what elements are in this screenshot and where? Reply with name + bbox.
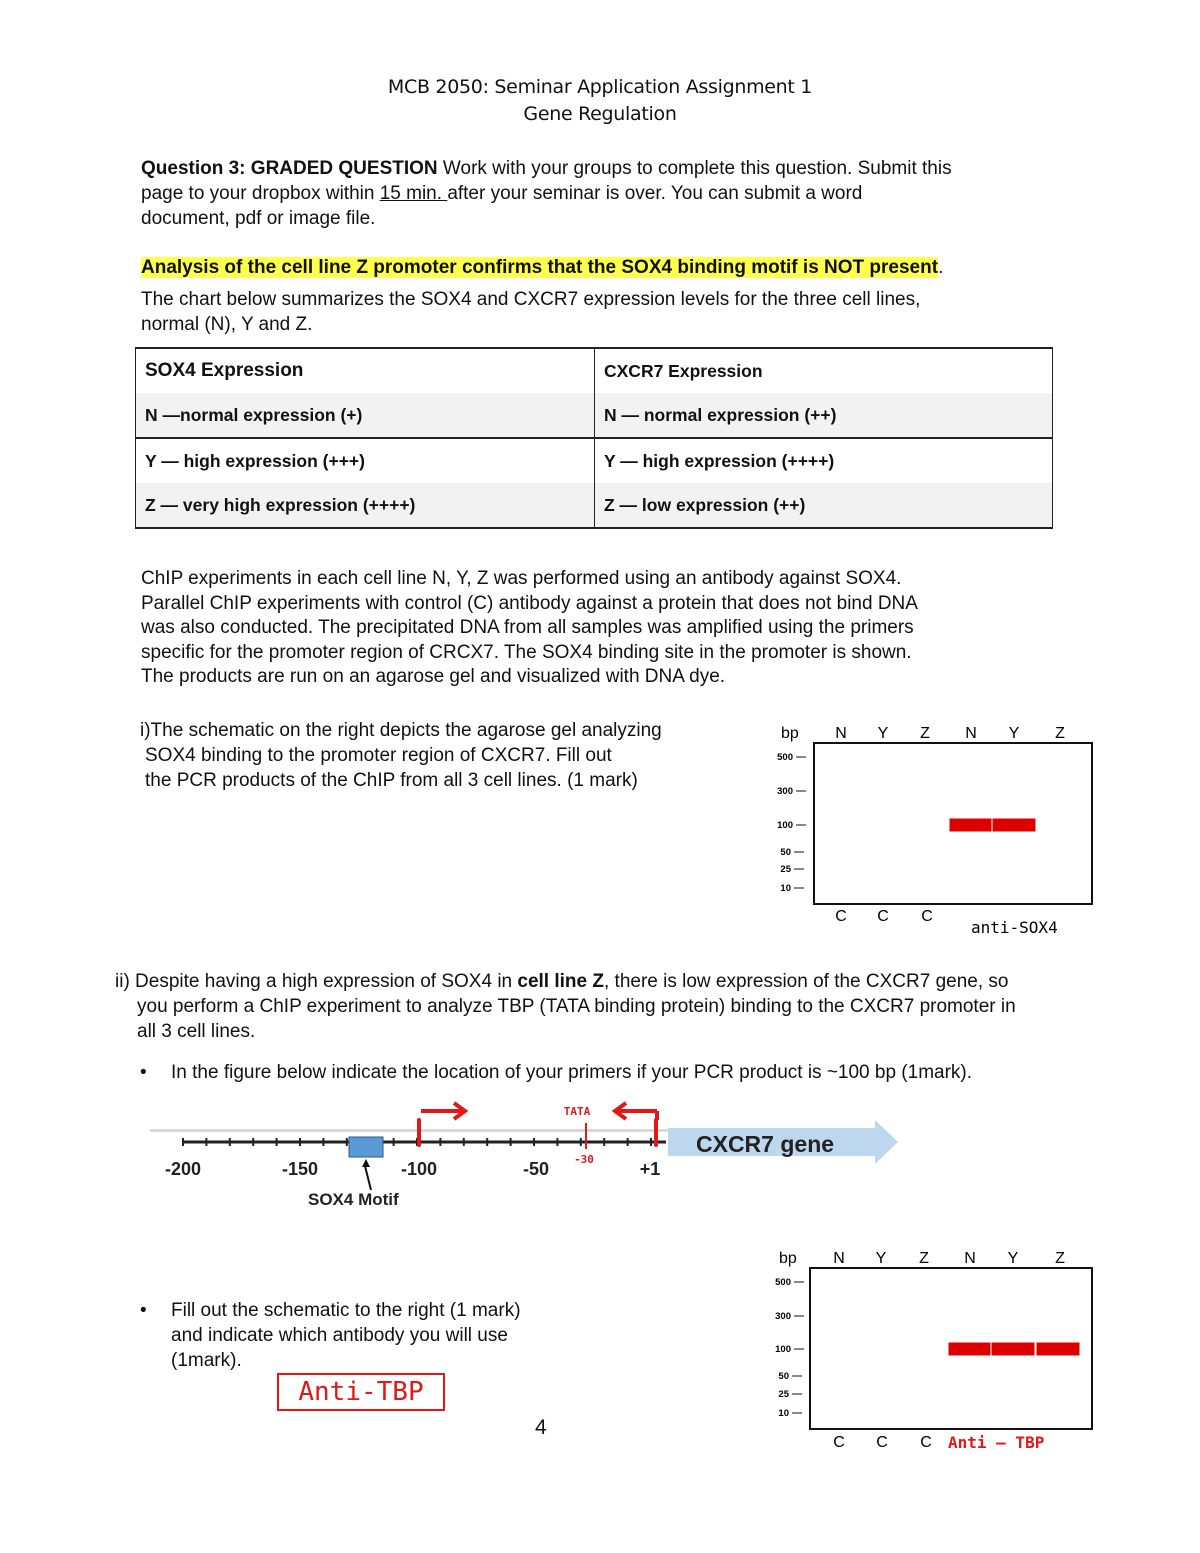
answer-box: Anti-TBP — [277, 1373, 445, 1411]
page-number: 4 — [535, 1416, 547, 1439]
reverse-primer-arrow-icon — [615, 1103, 657, 1120]
time-limit: 15 min. — [379, 183, 448, 204]
table-cell: Y — high expression (++++) — [595, 438, 1053, 483]
gel-control-label: C — [920, 1434, 932, 1451]
bullet-dot-icon: • — [140, 1062, 147, 1083]
question-line-2: page to your dropbox within 15 min. after your seminar is over. You can submit a word — [141, 183, 863, 204]
gel-band — [992, 818, 1036, 832]
axis-label: -100 — [400, 1159, 438, 1179]
gel-lane-label: N — [964, 1250, 976, 1267]
question-label: Question 3: GRADED QUESTION — [141, 158, 438, 179]
gel-marker-label: 10 — [778, 1408, 789, 1419]
axis-label: -50 — [522, 1159, 550, 1179]
promoter-diagram — [150, 1095, 910, 1215]
gel-marker-label: 100 — [777, 820, 793, 831]
gel-antibody-label: Anti – TBP — [948, 1433, 1045, 1452]
sox4-motif-label: SOX4 Motif — [308, 1190, 399, 1209]
gel-marker-label: 10 — [780, 883, 791, 894]
gel-marker-label: 50 — [780, 847, 791, 858]
tata-label: TATA — [563, 1105, 591, 1118]
gel-lane-label: N — [965, 725, 977, 742]
table-cell: N — normal expression (++) — [595, 393, 1053, 438]
gel-lane-label: Z — [920, 725, 930, 742]
gel-marker-label: 500 — [775, 1277, 791, 1288]
gel-lane-label: Z — [919, 1250, 929, 1267]
document-subtitle: Gene Regulation — [523, 103, 677, 125]
gel-marker-label: 500 — [777, 752, 793, 763]
gel-marker-label: 300 — [777, 786, 793, 797]
tata-position-label: -30 — [574, 1153, 594, 1166]
table-cell: Z — very high expression (++++) — [136, 483, 595, 528]
gel-marker-label: 50 — [778, 1371, 789, 1382]
gel-bp-label: bp — [779, 1250, 797, 1267]
table-cell: Z — low expression (++) — [595, 483, 1053, 528]
forward-primer-arrow-icon — [421, 1103, 465, 1119]
gel-control-label: C — [835, 908, 847, 925]
gel-marker-label: 100 — [775, 1344, 791, 1355]
table-row — [136, 438, 1053, 483]
table-cell: N —normal expression (+) — [136, 393, 595, 438]
gel-lane-label: Y — [875, 1250, 887, 1267]
gel-marker-label: 25 — [780, 864, 791, 875]
gel-schematic-tbp — [758, 1243, 1108, 1463]
motif-pointer-arrowhead — [362, 1159, 370, 1167]
chart-intro: The chart below summarizes the SOX4 and CXCR7 expression levels for the three cell lines, normal (N), Y and Z. — [141, 289, 921, 335]
gel-lane-label: N — [833, 1250, 845, 1267]
gel-lane-label: N — [835, 725, 847, 742]
question-line-1: Question 3: GRADED QUESTION Work with your groups to complete this question. Submit this — [141, 158, 952, 179]
gel-band — [949, 818, 993, 832]
gel-lane-label: Z — [1055, 725, 1065, 742]
bullet-dot-icon: • — [140, 1300, 147, 1321]
question-paragraph — [141, 156, 952, 231]
table-cell: Y — high expression (+++) — [136, 438, 595, 483]
gel-lane-label: Z — [1055, 1250, 1065, 1267]
gel-bp-label: bp — [781, 725, 799, 742]
table-row — [136, 483, 1053, 528]
gene-label: CXCR7 gene — [696, 1131, 835, 1157]
gel-antibody-label: anti-SOX4 — [971, 918, 1058, 937]
expression-table — [135, 347, 1053, 529]
question-line-3: document, pdf or image file. — [141, 208, 376, 229]
gel-lane-label: Y — [1007, 1250, 1019, 1267]
highlighted-statement: Analysis of the cell line Z promoter confirms that the SOX4 binding motif is NOT present. — [141, 257, 944, 278]
axis-label: +1 — [639, 1159, 661, 1179]
gel-control-label: C — [877, 908, 889, 925]
chip-paragraph: ChIP experiments in each cell line N, Y, Z was performed using an antibody against SOX4. Parallel ChIP experiments with control (C) antibody against a protein that does not bind DNA was also conducted. The precipitated DNA from all samples was amplified using the primers specific for the promoter region of CRCX7. The SOX4 binding site in the promoter is shown. The products are run on an agarose gel and visualized with DNA dye. — [141, 568, 918, 688]
table-header-cxcr7: CXCR7 Expression — [595, 348, 1053, 393]
part-ii-text: ii) Despite having a high expression of SOX4 in cell line Z, there is low expression of the CXCR7 gene, so you perform a ChIP experiment to analyze TBP (TATA binding protein) binding to the CXCR7 promoter in all 3 cell lines. — [115, 971, 1016, 1042]
sox4-motif-box — [349, 1137, 383, 1157]
gel-lane-label: Y — [877, 725, 889, 742]
gel-band — [1036, 1342, 1080, 1356]
document-title: MCB 2050: Seminar Application Assignment 1 — [387, 76, 813, 98]
table-row — [136, 348, 1053, 393]
gel-marker-label: 25 — [778, 1389, 789, 1400]
gel-schematic-sox4 — [760, 718, 1100, 943]
gel-control-label: C — [921, 908, 933, 925]
gel-control-label: C — [833, 1434, 845, 1451]
gel-band — [948, 1342, 992, 1356]
gel-marker-label: 300 — [775, 1311, 791, 1322]
axis-label: -200 — [164, 1159, 202, 1179]
part-i-text: i)The schematic on the right depicts the agarose gel analyzing SOX4 binding to the promoter region of CXCR7. Fill out the PCR products of the ChIP from all 3 cell lines. (1 mark) — [140, 720, 662, 791]
axis-label: -150 — [281, 1159, 319, 1179]
gel-band — [991, 1342, 1035, 1356]
gel-control-label: C — [876, 1434, 888, 1451]
table-header-sox4: SOX4 Expression — [136, 348, 595, 393]
motif-pointer-arrow — [365, 1166, 371, 1190]
table-row — [136, 393, 1053, 438]
gel-lane-label: Y — [1008, 725, 1020, 742]
